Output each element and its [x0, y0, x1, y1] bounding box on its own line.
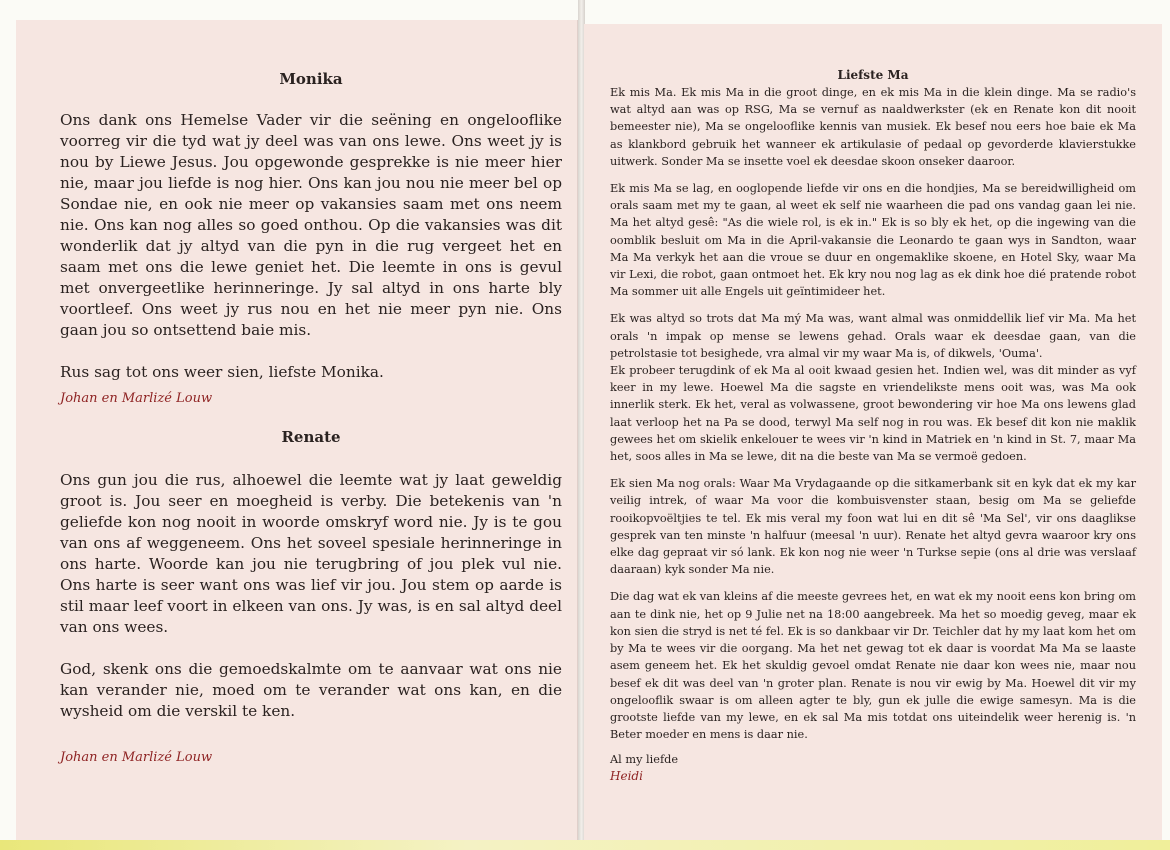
monika-title: Monika	[279, 70, 343, 88]
monika-signature: Johan en Marlizé Louw	[60, 391, 213, 406]
letter-closing: Al my liefde	[610, 753, 679, 767]
serenity-prayer-text: God, skenk ons die gemoedskalmte om te aanvaar wat ons nie kan verander nie, moed om te verander wat ons kan, en die wysheid om die verskil te ken.	[60, 660, 562, 720]
right-page	[584, 24, 1162, 850]
letter-paragraph: Die dag wat ek van kleins af die meeste gevrees het, en wat ek my nooit eens kon bring om aan te dink nie, het op 9 Julie net na 18:00 aangebreek. Ma het so moedig geveg, maar ek kon sien die stryd is net té fel. Ek is so dankbaar vir Dr. Teichler dat hy my laat kom het om by Ma te wees vir die oorgang. Ma het net gewag tot ek daar is voordat Ma Ma se laaste asem geneem het. Ek het skuldig gevoel omdat Renate nie daar kon wees nie, maar nou besef ek dit was deel van 'n groter plan. Renate is nou vir ewig by Ma. Hoewel dit vir my ongelooflik swaar is om alleen agter te bly, gun ek julle die ewige samesyn. Ma is die grootste liefde van my lewe, en ek sal Ma mis totdat ons uiteindelik weer herenig is. 'n Beter moeder en mens is daar nie.	[610, 590, 1136, 742]
monika-farewell-text: Rus sag tot ons weer sien, liefste Monika.	[60, 363, 384, 381]
letter-paragraph: Ek sien Ma nog orals: Waar Ma Vrydagaande op die sitkamerbank sit en kyk dat ek my kar veilig intrek, of waar Ma voor die kombuisvenster staan, besig om Ma se geliefde rooikopvoëltjies te tel. Ek mis veral my foon wat lui en dit sê 'Ma Sel', vir ons daaglikse gesprek van ten minste 'n halfuur (meesal 'n uur). Renate het altyd gevra waaroor kry ons elke dag gepraat vir só lank. Ek kon nog nie weer 'n Turkse sepie (ons al drie was verslaaf daaraan) kyk sonder Ma nie.	[610, 477, 1136, 577]
letter-paragraph: Ek mis Ma se lag, en ooglopende liefde vir ons en die hondjies, Ma se bereidwilligheid om orals saam met my te gaan, al weet ek self nie waarheen die pad ons vandag gaan lei nie. Ma het altyd gesê: "As die wiele rol, is ek in." Ek is so bly ek het, op die ingewing van die oomblik besluit om Ma in die April-vakansie die Leonardo te gaan wys in Sandton, waar Ma Ma verkyk het aan die vroue se duur en ongemaklike skoene, en Hotel Sky, waar Ma vir Lexi, die robot, gaan ontmoet het. Ek kry nou nog lag as ek dink hoe dié pratende robot Ma sommer uit alle Engels uit geïntimideer het.	[610, 182, 1136, 299]
letter-paragraph: Ek probeer terugdink of ek Ma al ooit kwaad gesien het. Indien wel, was dit minder as vyf keer in my lewe. Hoewel Ma die sagste en vriendelikste mens ooit was, was Ma ook innerlik sterk. Ek het, veral as volwassene, groot bewondering vir hoe Ma ons lewens glad laat verloop het na Pa se dood, terwyl Ma self nog in rou was. Ek besef dit kon nie maklik gewees het om skielik enkelouer te wees vir 'n kind in Matriek en 'n kind in St. 7, maar Ma het, soos alles in Ma se lewe, dit na die beste van Ma se vermoë gedoen.	[610, 364, 1136, 464]
letter-paragraph: Ek was altyd so trots dat Ma mý Ma was, want almal was onmiddellik lief vir Ma. Ma het orals 'n impak op mense se lewens gehad. Orals waar ek deesdae gaan, van die petrolstasie tot besighede, vra almal vir my waar Ma is, of dikwels, 'Ouma'.	[610, 312, 1136, 360]
left-page-content	[60, 70, 562, 765]
bottom-edge-strip	[0, 840, 1170, 850]
letter-paragraph: Ek mis Ma. Ek mis Ma in die groot dinge, en ek mis Ma in die klein dinge. Ma se radio's wat altyd aan was op RSG, Ma se vernuf as naaldwerkster (ek en Renate kon dit nooit bemeester nie), Ma se ongelooflike kennis van musiek. Ek besef nou eers hoe baie ek Ma as klankbord gebruik het wanneer ek artikulasie of pedaal op gevorderde klavierstukke uitwerk. Sonder Ma se insette voel ek deesdae skoon onseker daaroor.	[610, 86, 1136, 168]
renate-signature: Johan en Marlizé Louw	[60, 750, 213, 765]
right-page-content	[610, 68, 1136, 783]
letter-signature: Heidi	[610, 768, 643, 783]
left-page	[16, 20, 578, 850]
renate-tribute-text: Ons gun jou die rus, alhoewel die leemte wat jy laat geweldig groot is. Jou seer en moegheid is verby. Die betekenis van 'n geliefde kon nog nooit in woorde omskryf word nie. Jy is te gou van ons af weggeneem. Ons het soveel spesiale herinneringe in ons harte. Woorde kan jou nie terugbring of jou plek vul nie. Ons harte is seer want ons was lief vir jou. Jou stem op aarde is stil maar leef voort in elkeen van ons. Jy was, is en sal altyd deel van ons wees.	[60, 471, 562, 636]
liefste-ma-title: Liefste Ma	[837, 68, 909, 82]
renate-title: Renate	[281, 428, 341, 446]
monika-tribute-text: Ons dank ons Hemelse Vader vir die seëning en ongelooflike voorreg vir die tyd wat jy deel was van ons lewe. Ons weet jy is nou by Liewe Jesus. Jou opgewonde gesprekke is nie meer hier nie, maar jou liefde is nog hier. Ons kan jou nou nie meer bel op Sondae nie, en ook nie meer op vakansies saam met ons neem nie. Ons kan nog alles so goed onthou. Op die vakansies was dit wonderlik dat jy altyd van die pyn in die rug vergeet het en saam met ons die lewe geniet het. Die leemte in ons is gevul met onvergeetlike herinneringe. Jy sal altyd in ons harte bly voortleef. Ons weet jy rus nou en het nie meer pyn nie. Ons gaan jou so ontsettend baie mis.	[60, 111, 562, 339]
